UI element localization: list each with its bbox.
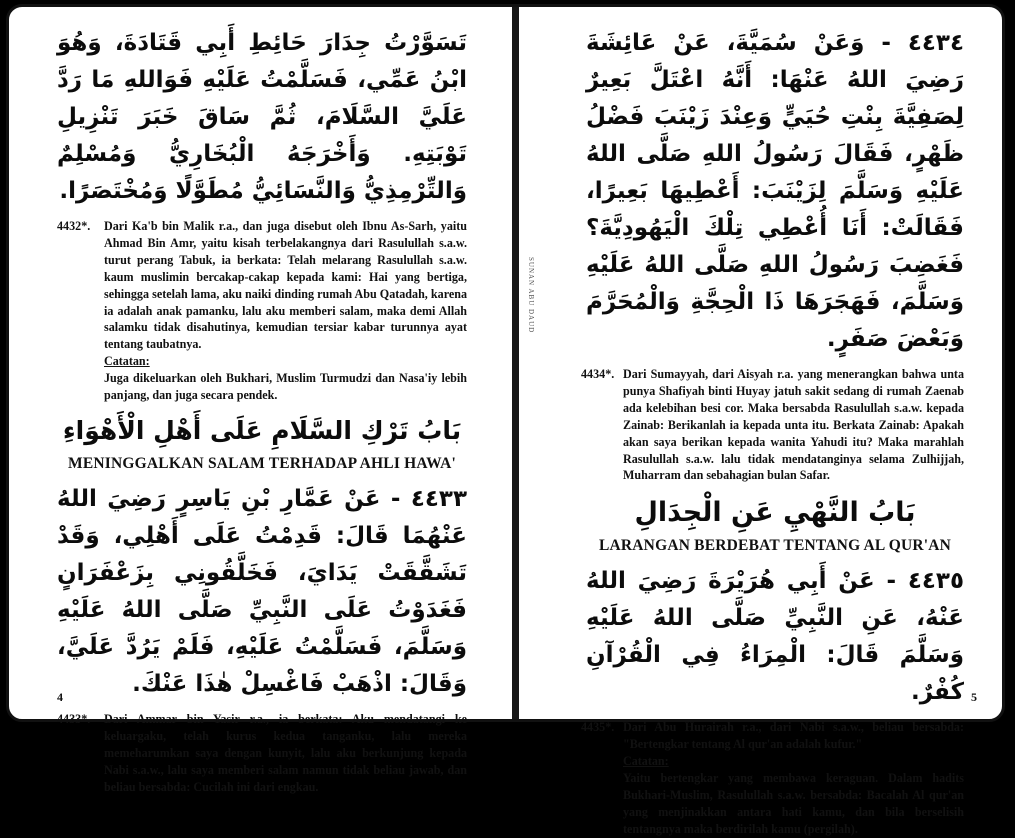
chapter-title: LARANGAN BERDEBAT TENTANG AL QUR'AN xyxy=(598,537,952,555)
spine-text: SUNAN ABU DAUD xyxy=(527,257,535,334)
note-text: Yaitu bertengkar yang membawa keraguan. Dalam hadits Bukhari-Muslim, Rasulullah s.a.w. bersabda: Bacalah Al qur'an yang menjinakkan antara hati kamu, dan bila berselisih tentangnya maka berdirilah kamu (pergilah). xyxy=(623,771,964,836)
note-label: Catatan: xyxy=(623,754,669,769)
hadith-translation: Dari Ammar bin Yasir r.a., ia berkata: Aku mendatangi ke keluargaku, telah kurus kedua tanganku, lalu mereka memeharumkan saya dengan kunyit, lalu aku berkunjung kepada Nabi s.a.w., lalu saya memberi salam namun tidak beliau jawab, dan beliau bersabda: Cucilah ini dari engkau. xyxy=(104,711,467,794)
book-spread xyxy=(6,4,1005,836)
right-page xyxy=(581,25,964,838)
note-label: Catatan: xyxy=(104,354,150,369)
book-gutter xyxy=(512,7,519,719)
hadith-number: 4435*. xyxy=(581,720,615,735)
arabic-passage-4435: ٤٤٣٥ - عَنْ أَبِي هُرَيْرَةَ رَضِيَ اللهُ عَنْهُ، عَنِ النَّبِيِّ صَلَّى اللهُ عَلَيْهِ وَسَلَّمَ قَالَ: الْمِرَاءُ فِي الْقُرْآنِ كُفْرٌ. xyxy=(586,568,964,706)
page-number-left: 4 xyxy=(57,690,63,704)
chapter-title: MENINGGALKAN SALAM TERHADAP AHLI HAWA' xyxy=(68,454,456,472)
note-block xyxy=(57,353,467,404)
hadith-entry-4434 xyxy=(581,366,964,484)
hadith-number: 4434*. xyxy=(581,367,615,381)
note-block xyxy=(586,753,964,838)
arabic-passage-4434: ٤٤٣٤ - وَعَنْ سُمَيَّةَ، عَنْ عَائِشَةَ رَضِيَ اللهُ عَنْهَا: أَنَّهُ اعْتَلَّ بَعِيرٌ لِصَفِيَّةَ بِنْتِ حُيَيٍّ وَعِنْدَ زَيْنَبَ فَضْلُ ظَهْرٍ، فَقَالَ رَسُولُ اللهِ صَلَّى اللهُ عَلَيْهِ وَسَلَّمَ لِزَيْنَبَ: أَعْطِيهَا بَعِيرًا، فَقَالَتْ: أَنَا أُعْطِي تِلْكَ الْيَهُودِيَّةَ؟ فَغَضِبَ رَسُولُ اللهِ صَلَّى اللهُ عَلَيْهِ وَسَلَّمَ، فَهَجَرَهَا ذَا الْحِجَّةِ وَالْمُحَرَّمَ وَبَعْضَ صَفَرٍ. xyxy=(586,30,964,352)
chapter-title-arabic: بَابُ النَّهْيِ عَنِ الْجِدَالِ xyxy=(634,497,916,529)
left-page xyxy=(57,25,467,796)
hadith-number: 4432*. xyxy=(57,219,91,233)
hadith-translation: Dari Sumayyah, dari Aisyah r.a. yang menerangkan bahwa unta punya Shafiyah binti Huyay jatuh sakit sedang di rumah Zaenab ada kelebihan besi cor. Maka bersabda Rasulullah s.a.w. kepada Zainab: Berikanlah ia kepada unta itu. Berkata Zainab: Apakah akan saya berikan kepada wanita Yahudi itu? Maka marahlah Rasulullah s.a.w. lalu tidak mendatanginya selama Zulhijjah, Muharram dan sebahagian bulan Safar. xyxy=(623,367,964,483)
hadith-number: 4433*. xyxy=(57,711,91,726)
chapter-title-arabic: بَابُ تَرْكِ السَّلَامِ عَلَى أَهْلِ الْأَهْوَاءِ xyxy=(62,415,462,445)
hadith-entry-4432 xyxy=(57,218,467,353)
hadith-entry-4435 xyxy=(581,719,964,753)
arabic-passage-4432: تَسَوَّرْتُ جِدَارَ حَائِطِ أَبِي قَتَادَةَ، وَهُوَ ابْنُ عَمِّي، فَسَلَّمْتُ عَلَيْهِ فَوَاللهِ مَا رَدَّ عَلَيَّ السَّلَامَ، ثُمَّ سَاقَ خَبَرَ تَنْزِيلِ تَوْبَتِهِ. وَأَخْرَجَهُ الْبُخَارِيُّ وَمُسْلِمٌ وَالتِّرْمِذِيُّ وَالنَّسَائِيُّ مُطَوَّلًا وَمُخْتَصَرًا. xyxy=(57,30,467,204)
hadith-entry-4433 xyxy=(57,711,467,796)
note-text: Juga dikeluarkan oleh Bukhari, Muslim Turmudzi dan Nasa'iy lebih panjang, dan juga secara pendek. xyxy=(104,371,467,403)
hadith-translation: Dari Ka'b bin Malik r.a., dan juga disebut oleh Ibnu As-Sarh, yaitu Ahmad Bin Amr, yaitu kisah terbelakangnya dari Rasulullah s.a.w. turut perang Tabuk, ia berkata: Telah melarang Rasulullah s.a.w. kaum muslimin bercakap-cakap kepada kami: Hai yang bertiga, sehingga setelah lama, aku naiki dinding rumah Abu Qatadah, karena ia adalah anak pamanku, lalu aku memberi salam, maka demi Allah salamku tidak disahutinya, kemudian tersiar kabar turunnya ayat tentang taubatnya. xyxy=(104,219,467,352)
hadith-translation: Dari Abu Hurairah r.a., dari Nabi s.a.w., beliau bersabda: "Bertengkar tentang Al qur'an adalah kufur." xyxy=(623,720,964,752)
page-number-right: 5 xyxy=(971,690,977,704)
arabic-passage-4433: ٤٤٣٣ - عَنْ عَمَّارِ بْنِ يَاسِرٍ رَضِيَ اللهُ عَنْهُمَا قَالَ: قَدِمْتُ عَلَى أَهْلِي، وَقَدْ تَشَقَّقَتْ يَدَايَ، فَخَلَّقُونِي بِزَعْفَرَانٍ فَغَدَوْتُ عَلَى النَّبِيِّ صَلَّى اللهُ عَلَيْهِ وَسَلَّمَ، فَسَلَّمْتُ عَلَيْهِ، فَلَمْ يَرُدَّ عَلَيَّ، وَقَالَ: اذْهَبْ فَاغْسِلْ هٰذَا عَنْكَ. xyxy=(57,485,467,697)
